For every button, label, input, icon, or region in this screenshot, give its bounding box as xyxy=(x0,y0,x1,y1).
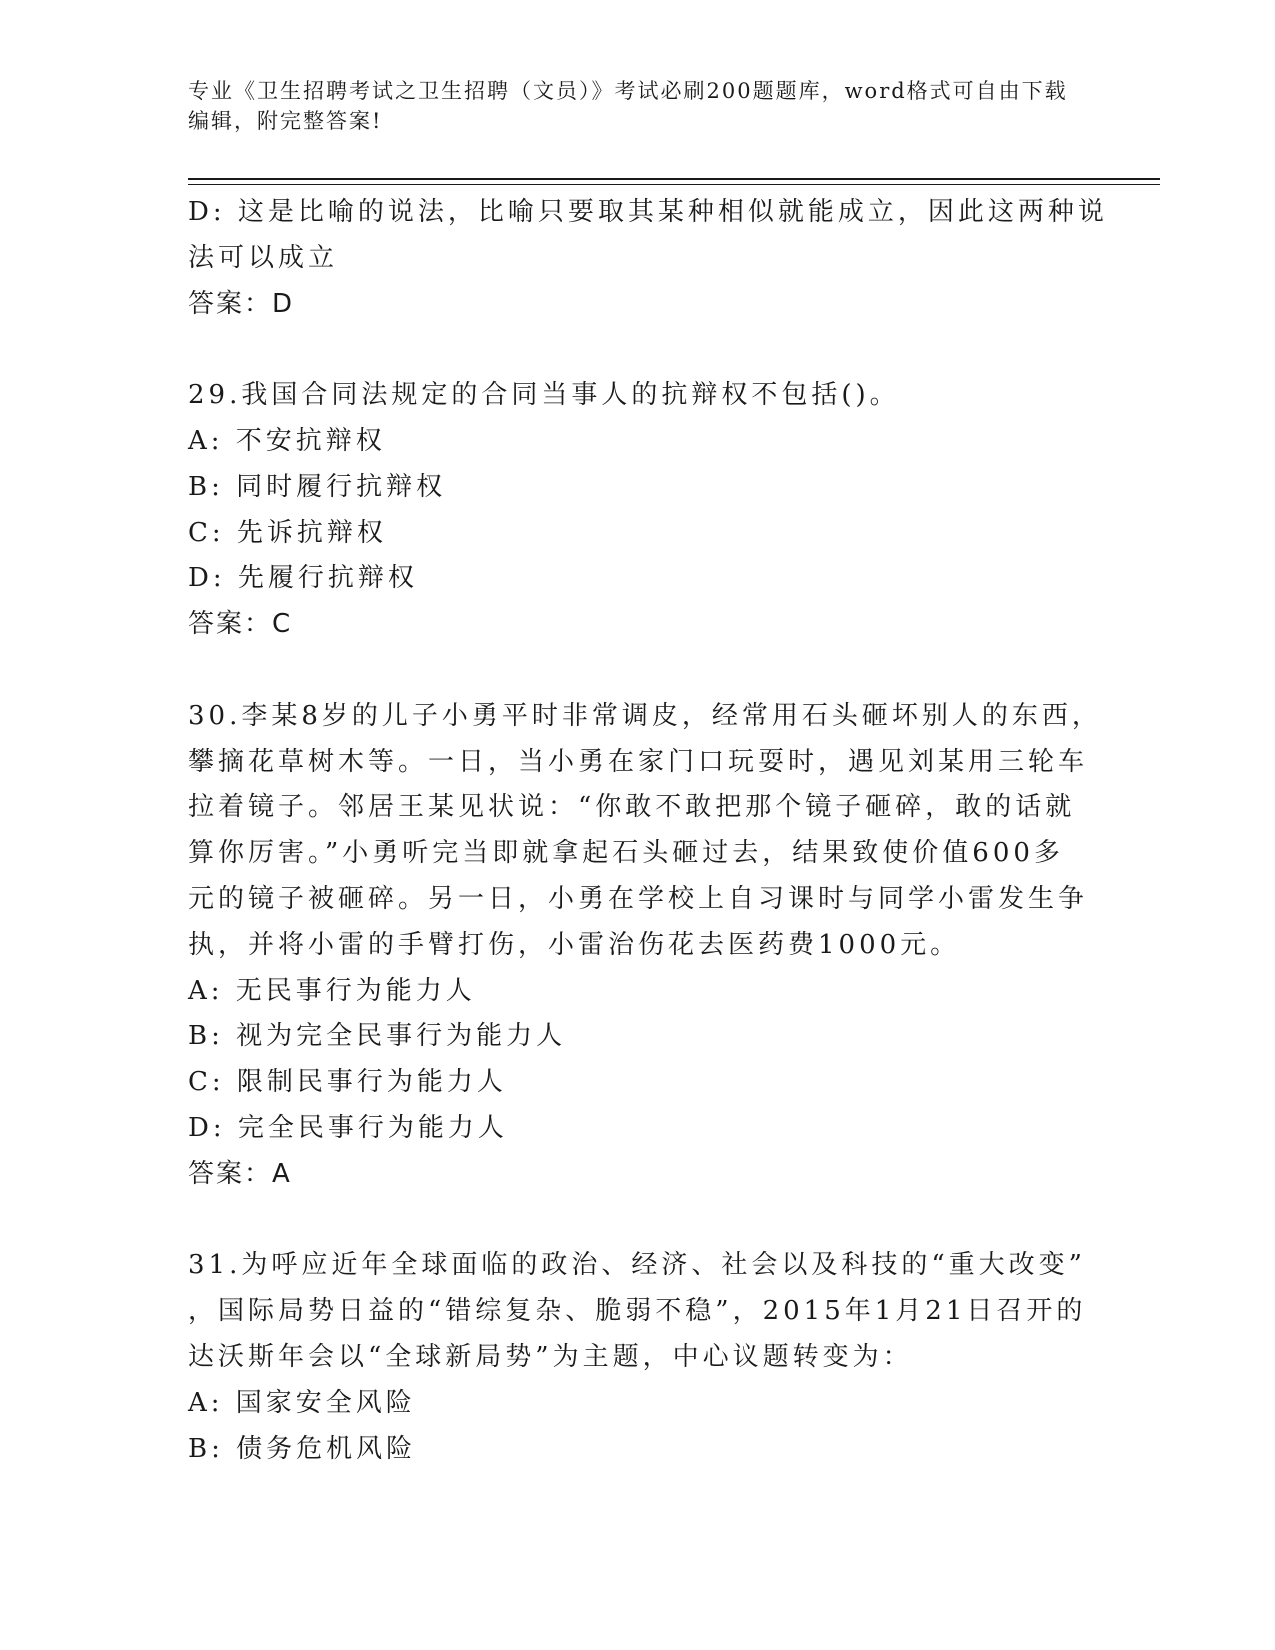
q30-option-d: D: 完全民事行为能力人 xyxy=(188,1112,508,1143)
q30-stem-line3: 拉着镜子。邻居王某见状说：“你敢不敢把那个镜子砸碎，敢的话就 xyxy=(188,792,1076,823)
q28-option-d-line2: 法可以成立 xyxy=(188,242,339,273)
q29-option-d: D: 先履行抗辩权 xyxy=(188,563,418,594)
q29-option-a: A: 不安抗辩权 xyxy=(188,425,386,456)
spacer xyxy=(188,327,1093,373)
q30-answer: 答案：A xyxy=(188,1158,292,1189)
q31-stem-line2: ，国际局势日益的“错综复杂、脆弱不稳”，2015年1月21日召开的 xyxy=(188,1296,1087,1327)
q30-stem-line6: 执，并将小雷的手臂打伤，小雷治伤花去医药费1000元。 xyxy=(188,929,961,960)
q31-option-b: B: 债务危机风险 xyxy=(188,1433,417,1464)
q30-stem-line5: 元的镜子被砸碎。另一日，小勇在学校上自习课时与同学小雷发生争 xyxy=(188,883,1089,914)
spacer xyxy=(188,1198,1093,1244)
header-rule-thick xyxy=(188,178,1160,180)
header-rule-thin xyxy=(188,184,1160,185)
document-body xyxy=(188,190,1108,1472)
q31-option-a: A: 国家安全风险 xyxy=(188,1387,416,1418)
q29-option-b: B: 同时履行抗辩权 xyxy=(188,471,447,502)
q31-stem-line1: 31.为呼应近年全球面临的政治、经济、社会以及科技的“重大改变” xyxy=(188,1250,1086,1281)
page-header: 专业《卫生招聘考试之卫生招聘（文员）》考试必刷200题题库，word格式可自由下载编辑，附完整答案! xyxy=(188,79,1068,133)
q31-stem-line3: 达沃斯年会以“全球新局势”为主题，中心议题转变为： xyxy=(188,1341,913,1372)
q30-stem-line2: 攀摘花草树木等。一日，当小勇在家门口玩耍时，遇见刘某用三轮车 xyxy=(188,746,1089,777)
q29-option-c: C: 先诉抗辩权 xyxy=(188,517,387,548)
q29-answer: 答案：C xyxy=(188,609,293,640)
q30-option-b: B: 视为完全民事行为能力人 xyxy=(188,1021,567,1052)
q28-option-d-line1: D: 这是比喻的说法，比喻只要取其某种相似就能成立，因此这两种说 xyxy=(188,197,1108,227)
spacer xyxy=(188,648,1093,694)
q28-answer: 答案：D xyxy=(188,288,295,319)
q30-stem-line4: 算你厉害。”小勇听完当即就拿起石头砸过去，结果致使价值600多 xyxy=(188,838,1064,869)
q29-stem: 29.我国合同法规定的合同当事人的抗辩权不包括()。 xyxy=(188,380,900,411)
q30-option-a: A: 无民事行为能力人 xyxy=(188,975,476,1006)
q30-stem-line1: 30.李某8岁的儿子小勇平时非常调皮，经常用石头砸坏别人的东西， xyxy=(188,700,1102,731)
q30-option-c: C: 限制民事行为能力人 xyxy=(188,1067,507,1098)
